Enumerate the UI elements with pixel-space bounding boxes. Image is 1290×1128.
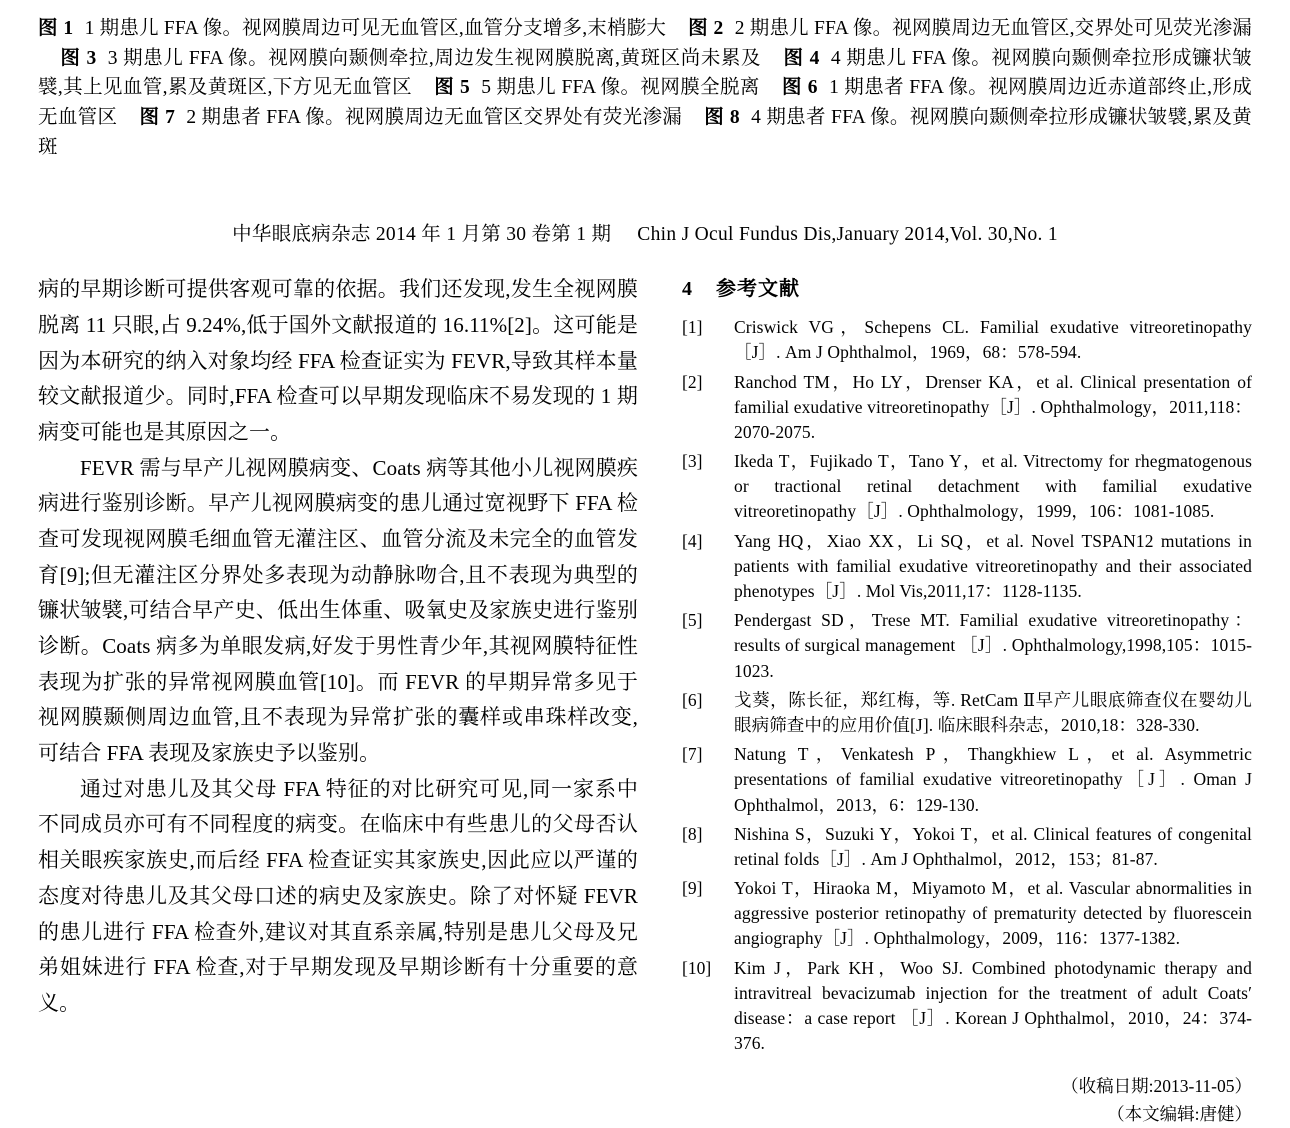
reference-text: Yokoi T，Hiraoka M，Miyamoto M，et al. Vascular abnormalities in aggressive posterior retinopathy of prematurity detected by fluorescein angiography［J］. Ophthalmology，2009，116：1377-1382. bbox=[734, 878, 1252, 949]
reference-text: Yang HQ，Xiao XX，Li SQ，et al. Novel TSPAN12 mutations in patients with familial exudative vitreoretinopathy and their associated phenotypes［J］. Mol Vis,2011,17：1128-1135. bbox=[734, 530, 1252, 601]
figure-caption-text-3: 3 期患儿 FFA 像。视网膜向颞侧牵拉,周边发生视网膜脱离,黄斑区尚未累及 bbox=[107, 47, 762, 69]
reference-number: [2] bbox=[682, 371, 703, 392]
footer-notes bbox=[682, 1072, 1252, 1128]
reference-number: [9] bbox=[682, 878, 703, 899]
reference-item bbox=[682, 370, 1252, 446]
editor-note: （本文编辑:唐健） bbox=[1107, 1104, 1252, 1125]
body-paragraph-3: 通过对患儿及其父母 FFA 特征的对比研究可见,同一家系中不同成员亦可有不同程度的病变。在临床中有些患儿的父母否认相关眼疾家族史,而后经 FFA 检查证实其家族史,因此应以严谨的态度对待患儿及其父母口述的病史及家族史。除了对怀疑 FEVR 的患儿进行 FFA 检查外,建议对其直系亲属,特别是患儿父母及兄弟姐妹进行 FFA 检查,对于早期发现及早期诊断有十分重要的意义。 bbox=[38, 776, 638, 1015]
reference-item bbox=[682, 688, 1252, 738]
figure-caption-label-7: 图 7 bbox=[139, 106, 176, 128]
reference-number: [7] bbox=[682, 744, 703, 765]
reference-number: [10] bbox=[682, 957, 712, 978]
reference-text: Nishina S，Suzuki Y，Yokoi T，et al. Clinical features of congenital retinal folds［J］. Am J Ophthalmol，2012，153；81-87. bbox=[734, 823, 1252, 869]
reference-item bbox=[682, 315, 1252, 365]
figure-caption-label-1: 图 1 bbox=[38, 18, 74, 39]
reference-text: Ikeda T，Fujikado T，Tano Y，et al. Vitrectomy for rhegmatogenous or tractional retinal detachment with familial exudative vitreoretinopathy［J］. Ophthalmology，1999，106：1081-1085. bbox=[734, 451, 1252, 522]
reference-number: [6] bbox=[682, 689, 703, 710]
left-column bbox=[38, 272, 638, 1128]
body-paragraph-2: FEVR 需与早产儿视网膜病变、Coats 病等其他小儿视网膜疾病进行鉴别诊断。早产儿视网膜病变的患儿通过宽视野下 FFA 检查可发现视网膜毛细血管无灌注区、血管分流及未完全的血管发育[9];但无灌注区分界处多表现为动静脉吻合,且不表现为典型的镰状皱襞,可结合早产史、低出生体重、吸氧史及家族史进行鉴别诊断。Coats 病多为单眼发病,好发于男性青少年,其视网膜特征性表现为扩张的异常视网膜血管[10]。而 FEVR 的早期异常多见于视网膜颞侧周边血管,且不表现为异常扩张的囊样或串珠样改变,可结合 FFA 表现及家族史予以鉴别。 bbox=[38, 455, 638, 766]
reference-text: Natung T，Venkatesh P，Thangkhiew L，et al. Asymmetric presentations of familial exudative vitreoretinopathy［J］. Oman J Ophthalmol，2013，6：129-130. bbox=[734, 744, 1252, 815]
reference-text: Criswick VG，Schepens CL. Familial exudative vitreoretinopathy［J］. Am J Ophthalmol，1969，68：578-594. bbox=[734, 317, 1252, 363]
figure-caption-text-6: 1 期患者 FFA 像。视网膜周边近赤道部终止,形成无血管区 bbox=[38, 77, 1252, 128]
figure-caption-text-7: 2 期患者 FFA 像。视网膜周边无血管区交界处有荧光渗漏 bbox=[186, 106, 683, 128]
reference-item bbox=[682, 608, 1252, 684]
figure-caption-text-2: 2 期患儿 FFA 像。视网膜周边无血管区,交界处可见荧光渗漏 bbox=[734, 18, 1252, 39]
reference-item bbox=[682, 742, 1252, 818]
figure-caption-label-6: 图 6 bbox=[781, 77, 819, 99]
reference-item bbox=[682, 449, 1252, 525]
reference-item bbox=[682, 956, 1252, 1057]
reference-number: [3] bbox=[682, 451, 703, 472]
figure-caption-text-4: 4 期患儿 FFA 像。视网膜向颞侧牵拉形成镰状皱襞,其上见血管,累及黄斑区,下方见无血管区 bbox=[38, 47, 1252, 99]
figure-caption-label-2: 图 2 bbox=[688, 18, 724, 39]
figure-caption-block bbox=[38, 14, 1252, 162]
reference-item bbox=[682, 876, 1252, 952]
references-section-number: 4 bbox=[682, 278, 693, 301]
figure-caption-label-3: 图 3 bbox=[60, 47, 97, 69]
figure-caption-label-4: 图 4 bbox=[783, 47, 820, 69]
figure-caption-text-1: 1 期患儿 FFA 像。视网膜周边可见无血管区,血管分支增多,末梢膨大 bbox=[84, 18, 667, 39]
figure-caption-text-8: 4 期患者 FFA 像。视网膜向颞侧牵拉形成镰状皱襞,累及黄斑 bbox=[38, 106, 1252, 158]
reference-item bbox=[682, 529, 1252, 605]
reference-number: [4] bbox=[682, 530, 703, 551]
figure-caption-label-8: 图 8 bbox=[704, 106, 741, 128]
reference-number: [8] bbox=[682, 823, 703, 844]
right-column bbox=[682, 272, 1252, 1128]
two-column-body bbox=[38, 272, 1252, 1128]
figure-caption-text-5: 5 期患儿 FFA 像。视网膜全脱离 bbox=[481, 77, 760, 99]
running-head bbox=[38, 218, 1252, 246]
reference-number: [1] bbox=[682, 317, 703, 338]
running-head-chinese: 中华眼底病杂志 2014 年 1 月第 30 卷第 1 期 bbox=[232, 224, 612, 246]
running-head-english: Chin J Ocul Fundus Dis,January 2014,Vol. 30,No. 1 bbox=[637, 224, 1058, 246]
references-heading bbox=[682, 272, 1252, 301]
reference-text: Kim J，Park KH，Woo SJ. Combined photodynamic therapy and intravitreal bevacizumab injection for the treatment of adult Coats′ disease：a case report ［J］. Korean J Ophthalmol，2010，24：374-376. bbox=[734, 957, 1252, 1054]
received-date: （收稿日期:2013-11-05） bbox=[1061, 1076, 1252, 1097]
body-paragraph-1: 病的早期诊断可提供客观可靠的依据。我们还发现,发生全视网膜脱离 11 只眼,占 9.24%,低于国外文献报道的 16.11%[2]。这可能是因为本研究的纳入对象均经 FFA 检查证实为 FEVR,导致其样本量较文献报道少。同时,FFA 检查可以早期发现临床不易发现的 1 期病变可能也是其原因之一。 bbox=[38, 277, 638, 444]
reference-text: Ranchod TM，Ho LY，Drenser KA，et al. Clinical presentation of familial exudative vitreoretinopathy［J］. Ophthalmology，2011,118：2070-2075. bbox=[734, 371, 1252, 442]
references-section-title: 参考文献 bbox=[716, 278, 800, 301]
figure-caption-label-5: 图 5 bbox=[434, 77, 471, 99]
reference-item bbox=[682, 822, 1252, 872]
references-list bbox=[682, 315, 1252, 1056]
reference-text: 戈葵，陈长征，郑红梅，等. RetCam Ⅱ早产儿眼底筛查仪在婴幼儿眼病筛查中的应用价值[J]. 临床眼科杂志，2010,18：328-330. bbox=[734, 689, 1252, 735]
reference-number: [5] bbox=[682, 610, 703, 631]
reference-text: Pendergast SD，Trese MT. Familial exudative vitreoretinopathy：results of surgical management ［J］. Ophthalmology,1998,105：1015-1023. bbox=[734, 610, 1252, 681]
